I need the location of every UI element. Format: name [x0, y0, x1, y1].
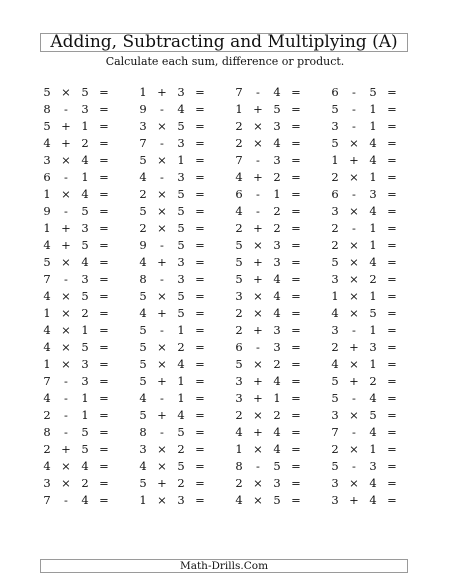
- problem-item: 3 × 5 =: [139, 119, 205, 133]
- problem-item: 3 - 1 =: [331, 323, 397, 337]
- problem-item: 3 × 4 =: [235, 289, 301, 303]
- problem-item: 5 × 4 =: [331, 136, 397, 150]
- problem-item: 2 × 2 =: [235, 408, 301, 422]
- problem-item: 4 × 5 =: [43, 289, 109, 303]
- problem-item: 5 × 4 =: [331, 255, 397, 269]
- problem-item: 5 - 4 =: [331, 391, 397, 405]
- problem-item: 4 × 4 =: [43, 459, 109, 473]
- problem-item: 3 × 2 =: [43, 476, 109, 490]
- problem-item: 1 × 4 =: [43, 187, 109, 201]
- problem-item: 5 × 4 =: [43, 255, 109, 269]
- problem-item: 6 - 3 =: [235, 340, 301, 354]
- problem-item: 4 + 3 =: [139, 255, 205, 269]
- problem-item: 3 × 2 =: [331, 272, 397, 286]
- problem-item: 6 - 5 =: [331, 85, 397, 99]
- problem-item: 7 - 4 =: [331, 425, 397, 439]
- problem-item: 2 - 1 =: [43, 408, 109, 422]
- problem-item: 6 - 1 =: [235, 187, 301, 201]
- problem-item: 3 - 1 =: [331, 119, 397, 133]
- problem-item: 1 + 3 =: [43, 221, 109, 235]
- problem-item: 4 × 1 =: [331, 357, 397, 371]
- problem-item: 1 × 2 =: [43, 306, 109, 320]
- problem-item: 2 - 1 =: [331, 221, 397, 235]
- problem-item: 7 - 3 =: [235, 153, 301, 167]
- problem-item: 2 × 1 =: [331, 170, 397, 184]
- problem-item: 5 × 5 =: [43, 85, 109, 99]
- problem-item: 2 × 3 =: [235, 476, 301, 490]
- problem-item: 4 × 5 =: [139, 459, 205, 473]
- problem-item: 5 + 1 =: [43, 119, 109, 133]
- problem-item: 5 × 2 =: [235, 357, 301, 371]
- problem-item: 2 × 3 =: [235, 119, 301, 133]
- problem-item: 7 - 4 =: [43, 493, 109, 507]
- problem-item: 8 - 5 =: [235, 459, 301, 473]
- problem-item: 3 + 4 =: [235, 374, 301, 388]
- problem-item: 5 + 4 =: [235, 272, 301, 286]
- problem-item: 5 + 2 =: [331, 374, 397, 388]
- problem-item: 7 - 4 =: [235, 85, 301, 99]
- problem-item: 2 + 5 =: [43, 442, 109, 456]
- problem-item: 5 + 1 =: [139, 374, 205, 388]
- problem-item: 2 × 1 =: [331, 442, 397, 456]
- page-title: Adding, Subtracting and Multiplying (A): [50, 32, 398, 52]
- problem-item: 7 - 3 =: [43, 374, 109, 388]
- problem-item: 3 × 4 =: [43, 153, 109, 167]
- problem-item: 9 - 4 =: [139, 102, 205, 116]
- problem-item: 5 - 3 =: [331, 459, 397, 473]
- problem-item: 2 + 2 =: [235, 221, 301, 235]
- problem-item: 3 + 4 =: [331, 493, 397, 507]
- problem-item: 8 - 5 =: [139, 425, 205, 439]
- problem-item: 4 + 5 =: [139, 306, 205, 320]
- problem-item: 2 × 4 =: [235, 306, 301, 320]
- problem-item: 4 + 2 =: [235, 170, 301, 184]
- problem-item: 4 × 1 =: [43, 323, 109, 337]
- problem-item: 4 + 5 =: [43, 238, 109, 252]
- problem-item: 8 - 3 =: [43, 102, 109, 116]
- problem-item: 8 - 3 =: [139, 272, 205, 286]
- problem-item: 4 - 2 =: [235, 204, 301, 218]
- problem-item: 6 - 1 =: [43, 170, 109, 184]
- problem-item: 4 × 5 =: [235, 493, 301, 507]
- footer-box: [40, 559, 408, 573]
- problem-item: 4 - 3 =: [139, 170, 205, 184]
- problem-item: 2 × 5 =: [139, 221, 205, 235]
- problem-item: 5 × 4 =: [139, 357, 205, 371]
- problem-item: 4 + 4 =: [235, 425, 301, 439]
- page-subtitle: Calculate each sum, difference or product.: [105, 55, 345, 68]
- problem-item: 3 × 4 =: [331, 476, 397, 490]
- problem-item: 5 × 5 =: [139, 289, 205, 303]
- problem-item: 9 - 5 =: [139, 238, 205, 252]
- problem-item: 5 + 3 =: [235, 255, 301, 269]
- problem-item: 1 + 5 =: [235, 102, 301, 116]
- problem-item: 2 × 1 =: [331, 238, 397, 252]
- problem-item: 5 - 1 =: [139, 323, 205, 337]
- problem-item: 4 × 5 =: [331, 306, 397, 320]
- problem-item: 4 - 1 =: [43, 391, 109, 405]
- problem-item: 8 - 5 =: [43, 425, 109, 439]
- problem-item: 5 × 5 =: [139, 204, 205, 218]
- problem-item: 1 × 3 =: [139, 493, 205, 507]
- problem-grid: [0, 85, 450, 546]
- problem-item: 5 - 1 =: [331, 102, 397, 116]
- problem-item: 1 + 4 =: [331, 153, 397, 167]
- problem-item: 2 × 5 =: [139, 187, 205, 201]
- problem-item: 3 × 4 =: [331, 204, 397, 218]
- problem-item: 2 + 3 =: [235, 323, 301, 337]
- problem-item: 5 × 3 =: [235, 238, 301, 252]
- problem-item: 7 - 3 =: [139, 136, 205, 150]
- problem-item: 3 + 1 =: [235, 391, 301, 405]
- problem-item: 2 × 4 =: [235, 136, 301, 150]
- title-box: [40, 33, 408, 52]
- footer-site: Math-Drills.Com: [179, 560, 269, 572]
- problem-item: 5 × 2 =: [139, 340, 205, 354]
- problem-item: 2 + 3 =: [331, 340, 397, 354]
- problem-item: 4 - 1 =: [139, 391, 205, 405]
- problem-item: 1 × 3 =: [43, 357, 109, 371]
- problem-item: 1 × 1 =: [331, 289, 397, 303]
- problem-item: 9 - 5 =: [43, 204, 109, 218]
- problem-item: 5 + 2 =: [139, 476, 205, 490]
- problem-item: 1 × 4 =: [235, 442, 301, 456]
- problem-item: 1 + 3 =: [139, 85, 205, 99]
- problem-item: 3 × 5 =: [331, 408, 397, 422]
- problem-item: 5 × 1 =: [139, 153, 205, 167]
- problem-item: 5 + 4 =: [139, 408, 205, 422]
- problem-item: 4 × 5 =: [43, 340, 109, 354]
- problem-item: 7 - 3 =: [43, 272, 109, 286]
- problem-item: 4 + 2 =: [43, 136, 109, 150]
- problem-item: 6 - 3 =: [331, 187, 397, 201]
- problem-item: 3 × 2 =: [139, 442, 205, 456]
